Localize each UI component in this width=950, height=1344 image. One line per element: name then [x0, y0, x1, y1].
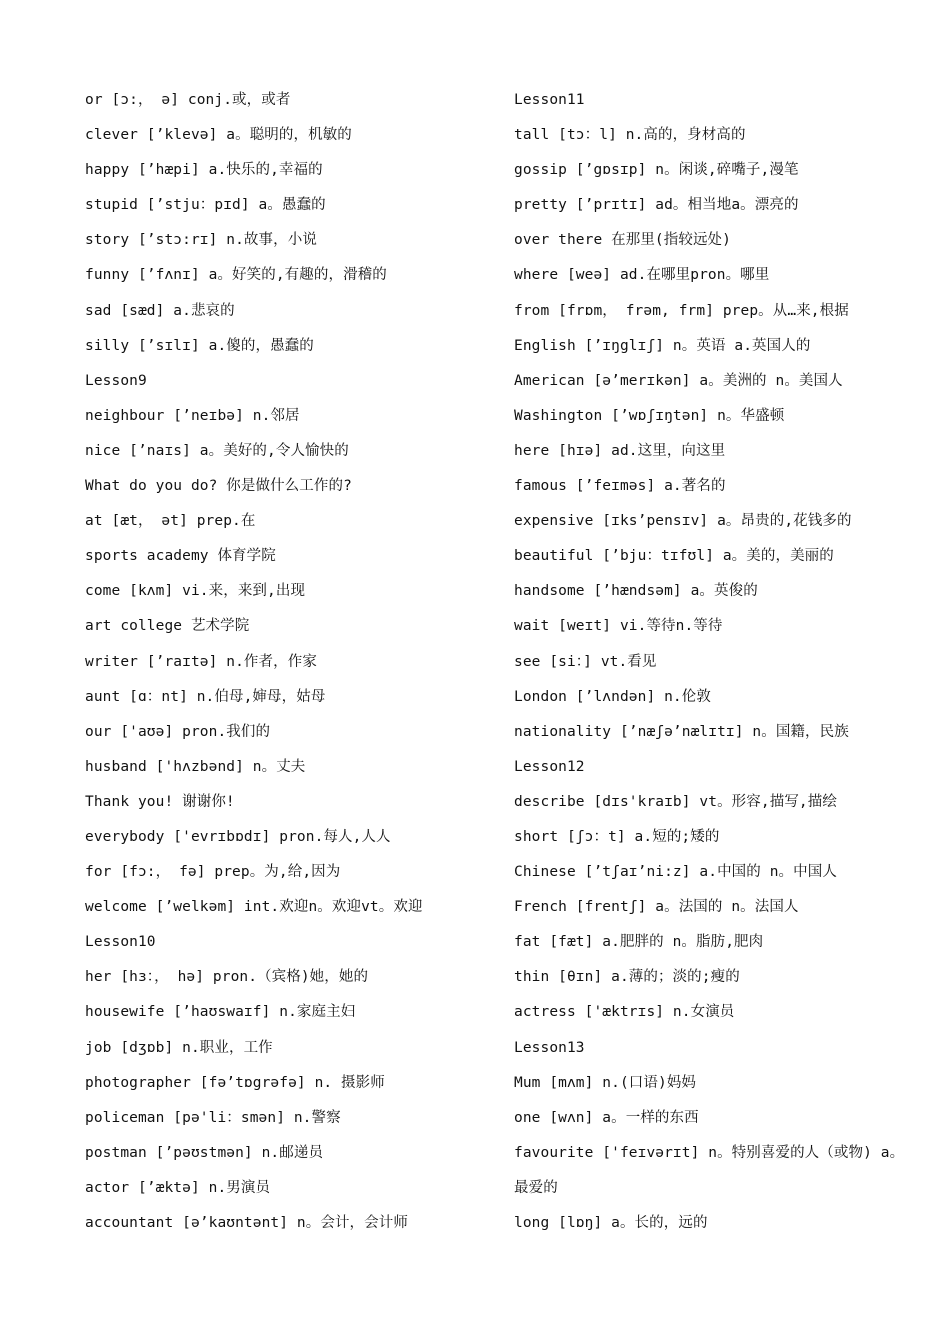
left-column	[85, 88, 495, 1246]
vocab-line: see [si：] vt.看见	[514, 653, 657, 670]
vocab-line: where [weə] ad.在哪里pron。哪里	[514, 267, 770, 284]
vocab-line: happy [’hæpi] a.快乐的,幸福的	[85, 162, 323, 179]
vocab-line: Lesson9	[85, 372, 147, 389]
vocab-line: clever [’klevə] a。聪明的，机敏的	[85, 127, 352, 144]
vocab-line: job [dʒɒb] n.职业，工作	[85, 1039, 273, 1056]
vocab-line: or [ɔ:， ə] conj.或，或者	[85, 92, 291, 108]
vocab-line: Washington [’wɒʃɪŋtən] n。华盛顿	[514, 407, 785, 424]
vocab-line: French [frentʃ] a。法国的 n。法国人	[514, 899, 799, 916]
vocab-line: our ['aʊə] pron.我们的	[85, 723, 271, 740]
vocab-line: funny [’fʌnɪ] a。好笑的,有趣的，滑稽的	[85, 267, 387, 284]
vocab-line: favourite ['feɪvərɪt] n。特别喜爱的人（或物) a。	[514, 1144, 905, 1161]
vocab-line: tall [tɔ：l] n.高的，身材高的	[514, 127, 746, 144]
vocab-line: come [kʌm] vi.来，来到,出现	[85, 583, 306, 600]
vocab-line: handsome [’hændsəm] a。英俊的	[514, 583, 758, 600]
vocab-line: Thank you! 谢谢你!	[85, 793, 235, 810]
vocab-line: actor [’æktə] n.男演员	[85, 1179, 271, 1196]
vocab-line: neighbour [’neɪbə] n.邻居	[85, 407, 300, 424]
vocab-line: policeman [pə'li：smən] n.警察	[85, 1109, 341, 1126]
vocab-line: sad [sæd] a.悲哀的	[85, 302, 235, 319]
vocab-line: silly [’sɪlɪ] a.傻的，愚蠢的	[85, 337, 314, 354]
vocab-line: Lesson13	[514, 1039, 585, 1056]
vocab-line: everybody ['evrɪbɒdɪ] pron.每人,人人	[85, 828, 391, 845]
vocab-line: 最爱的	[514, 1179, 558, 1196]
vocab-line: here [hɪə] ad.这里，向这里	[514, 442, 726, 459]
vocab-line: Mum [mʌm] n.(口语)妈妈	[514, 1074, 697, 1091]
vocab-line: writer [’raɪtə] n.作者，作家	[85, 653, 317, 670]
vocab-line: pretty [’prɪtɪ] ad。相当地a。漂亮的	[514, 197, 799, 214]
vocab-line: long [lɒŋ] a。长的，远的	[514, 1215, 708, 1231]
vocab-line: photographer [fə’tɒgrəfə] n. 摄影师	[85, 1074, 385, 1091]
vocab-line: housewife [’haʊswaɪf] n.家庭主妇	[85, 1004, 356, 1021]
vocab-line: English [’ɪŋglɪʃ] n。英语 a.英国人的	[514, 337, 811, 354]
vocab-line: actress ['æktrɪs] n.女演员	[514, 1004, 735, 1021]
right-column	[514, 88, 934, 1246]
vocab-line: nationality [’næʃə’nælɪtɪ] n。国籍，民族	[514, 723, 849, 740]
vocab-line: beautiful [’bju：tɪfʊl] a。美的，美丽的	[514, 548, 834, 565]
vocab-line: nice [’naɪs] a。美好的,令人愉快的	[85, 442, 349, 459]
vocab-line: thin [θɪn] a.薄的；淡的;瘦的	[514, 969, 740, 986]
vocab-line: story [’stɔ:rɪ] n.故事，小说	[85, 232, 317, 249]
vocab-line: American [ə’merɪkən] a。美洲的 n。美国人	[514, 372, 843, 389]
vocab-line: husband ['hʌzbənd] n。丈夫	[85, 758, 306, 775]
vocab-line: famous [’feɪməs] a.著名的	[514, 478, 726, 495]
vocab-line: Lesson12	[514, 758, 585, 775]
vocab-line: for [fɔ:， fə] prep。为,给,因为	[85, 864, 341, 881]
vocab-line: wait [weɪt] vi.等待n.等待	[514, 618, 723, 635]
vocab-line: gossip [’gɒsɪp] n。闲谈,碎嘴子,漫笔	[514, 162, 799, 179]
vocab-line: Lesson11	[514, 92, 585, 108]
vocab-line: postman [’pəʊstmən] n.邮递员	[85, 1144, 324, 1161]
vocab-line: What do you do? 你是做什么工作的?	[85, 478, 352, 495]
vocab-line: expensive [ɪks’pensɪv] a。昂贵的,花钱多的	[514, 513, 852, 530]
vocab-line: her [hɜ：， hə] pron.（宾格)她，她的	[85, 969, 369, 986]
vocab-line: from [frɒm， frəm, frm] prep。从…来,根据	[514, 302, 849, 319]
vocab-line: sports academy 体育学院	[85, 548, 276, 565]
vocab-line: describe [dɪs'kraɪb] vt。形容,描写,描绘	[514, 793, 837, 810]
vocab-line: short [ʃɔ：t] a.短的;矮的	[514, 828, 720, 845]
vocab-line: Lesson10	[85, 934, 156, 951]
vocab-line: welcome [’welkəm] int.欢迎n。欢迎vt。欢迎	[85, 899, 423, 916]
vocab-line: accountant [ə’kaʊntənt] n。会计，会计师	[85, 1215, 408, 1231]
vocab-line: stupid [’stju：pɪd] a。愚蠢的	[85, 197, 326, 214]
vocab-line: London [’lʌndən] n.伦敦	[514, 688, 711, 705]
vocab-line: Chinese [’tʃaɪ’ni:z] a.中国的 n。中国人	[514, 864, 837, 881]
vocab-line: at [æt， ət] prep.在	[85, 513, 256, 530]
vocab-line: fat [fæt] a.肥胖的 n。脂肪,肥肉	[514, 934, 764, 951]
vocab-line: art college 艺术学院	[85, 618, 250, 635]
vocab-line: over there 在那里(指较远处)	[514, 232, 731, 249]
vocab-line: aunt [ɑ：nt] n.伯母,婶母，姑母	[85, 688, 326, 705]
vocab-line: one [wʌn] a。一样的东西	[514, 1109, 699, 1126]
